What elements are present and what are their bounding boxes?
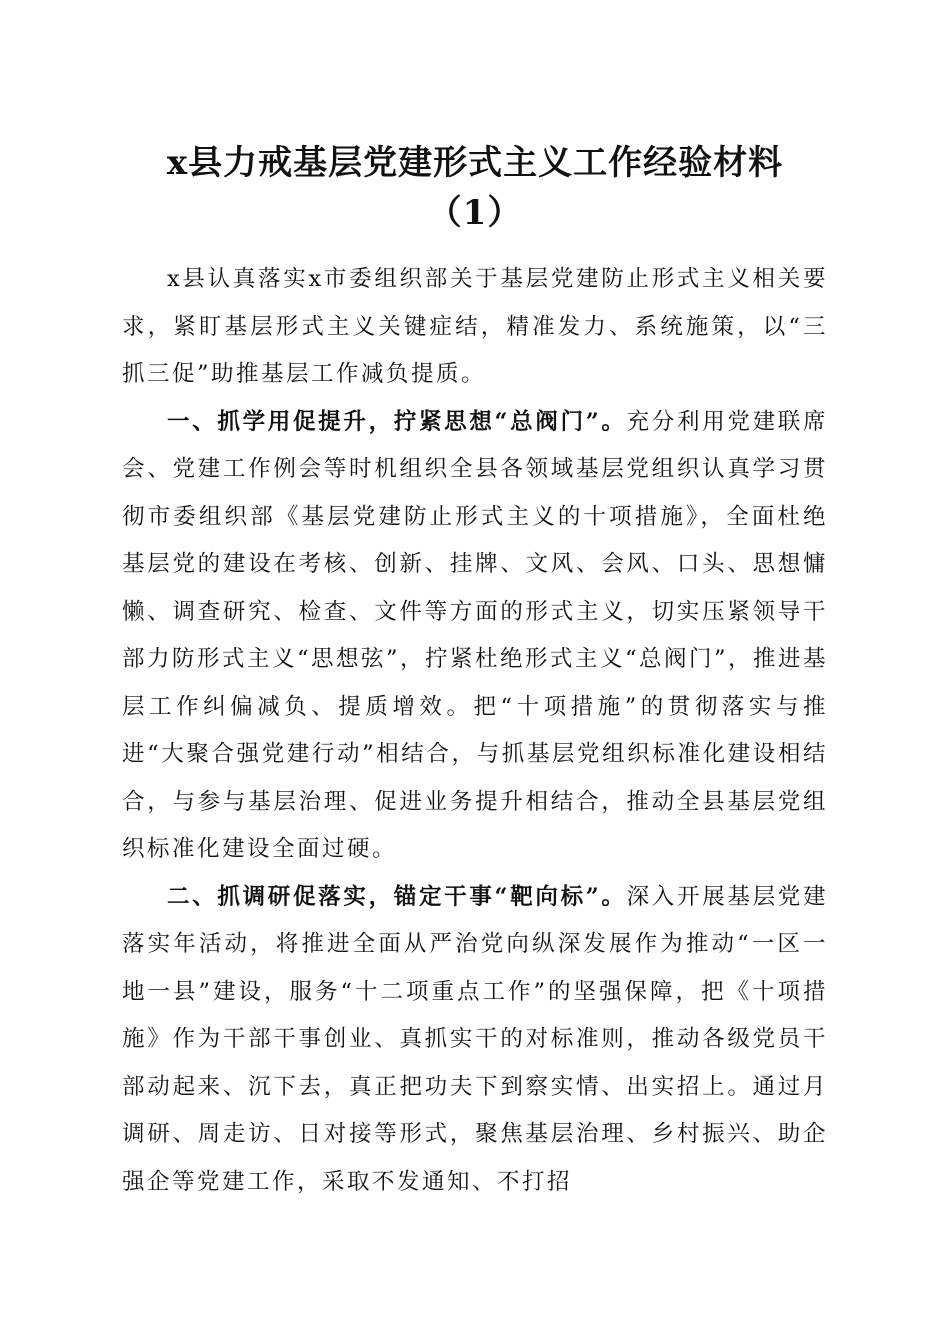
paragraph-section-two xyxy=(122,874,828,1207)
paragraph-text: x县认真落实x市委组织部关于基层党建防止形式主义相关要求，紧盯基层形式主义关键症结，精准发力、系统施策，以“三抓三促”助推基层工作减负提质。 xyxy=(122,266,828,387)
section-heading: 二、抓调研促落实，锚定干事“靶向标”。 xyxy=(167,883,627,910)
paragraph-section-one xyxy=(122,399,828,874)
paragraph-intro xyxy=(122,256,828,399)
document-body xyxy=(122,256,828,1206)
document-title: x县力戒基层党建形式主义工作经验材料 xyxy=(166,143,784,183)
section-heading: 一、抓学用促提升，拧紧思想“总阀门”。 xyxy=(167,408,627,435)
paragraph-text: 充分利用党建联席会、党建工作例会等时机组织全县各领域基层党组织认真学习贯彻市委组织部《基层党建防止形式主义的十项措施》，全面杜绝基层党的建设在考核、创新、挂牌、文风、会风、口头、思想慵懒、调查研究、检查、文件等方面的形式主义，切实压紧领导干部力防形式主义“思想弦”，拧紧杜绝形式主义“总阀门”，推进基层工作纠偏减负、提质增效。把“十项措施”的贯彻落实与推进“大聚合强党建行动”相结合，与抓基层党组织标准化建设相结合，与参与基层治理、促进业务提升相结合，推动全县基层党组织标准化建设全面过硬。 xyxy=(122,408,829,862)
paragraph-text: 深入开展基层党建落实年活动，将推进全面从严治党向纵深发展作为推动“一区一地一县”建设，服务“十二项重点工作”的坚强保障，把《十项措施》作为干部干事创业、真抓实干的对标准则，推动各级党员干部动起来、沉下去，真正把功夫下到察实情、出实招上。通过月调研、周走访、日对接等形式，聚焦基层治理、乡村振兴、助企强企等党建工作，采取不发通知、不打招 xyxy=(122,883,828,1195)
document-title-number: （1） xyxy=(427,193,523,233)
